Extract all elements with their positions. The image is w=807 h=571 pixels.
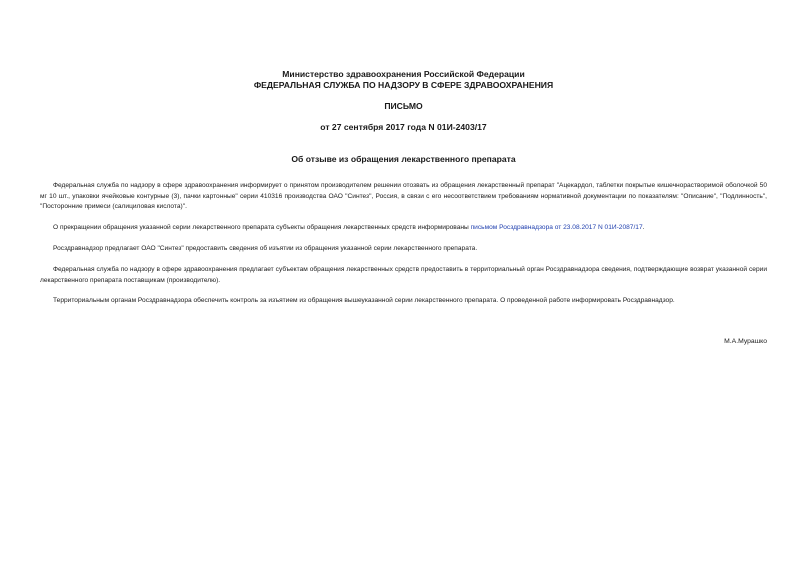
document-type: ПИСЬМО bbox=[384, 101, 423, 111]
paragraph-sintez-request: Росздравнадзор предлагает ОАО "Синтез" предоставить сведения об изъятии из обращения указанной серии лекарственного препарата. bbox=[53, 245, 478, 252]
prior-letter-link[interactable]: письмом Росздравнадзора от 23.08.2017 N 01И-2087/17 bbox=[470, 224, 643, 231]
document-subject: Об отзыве из обращения лекарственного препарата bbox=[291, 154, 516, 164]
document-date-number: от 27 сентября 2017 года N 01И-2403/17 bbox=[320, 122, 487, 132]
paragraph-prior-letter-text: О прекращении обращения указанной серии лекарственного препарата субъекты обращения лекарственных средств информированы bbox=[53, 224, 471, 231]
paragraph-prior-letter-end: . bbox=[642, 224, 645, 231]
paragraph-recall-notice: Федеральная служба по надзору в сфере здравоохранения информирует о принятом производителем решении отозвать из обращения лекарственный препарат "Ацекардол, таблетки покрытые кишечнорастворимой оболочкой 50 мг 10 шт., упаковки ячейковые контурные (3), пачки картонные" серии 410316 производства ОАО "Синтез", Россия, в связи с его несоответствием требованиям нормативной документации по показателям: "Описание", "Подлинность", "Посторонние примеси (салициловая кислота)". bbox=[40, 182, 767, 210]
paragraph-subjects-request: Федеральная служба по надзору в сфере здравоохранения предлагает субъектам обращения лекарственных средств предоставить в территориальный орган Росздравнадзора сведения, подтверждающие возврат указанной серии лекарственного препарата поставщикам (производителю). bbox=[40, 266, 767, 284]
ministry-name: Министерство здравоохранения Российской Федерации bbox=[282, 69, 525, 79]
service-name: ФЕДЕРАЛЬНАЯ СЛУЖБА ПО НАДЗОРУ В СФЕРЕ ЗДРАВООХРАНЕНИЯ bbox=[253, 80, 554, 90]
signature: М.А.Мурашко bbox=[724, 338, 767, 345]
paragraph-prior-letter bbox=[40, 223, 767, 234]
paragraph-territorial-control: Территориальным органам Росздравнадзора обеспечить контроль за изъятием из обращения вышеуказанной серии лекарственного препарата. О проведенной работе информировать Росздравнадзор. bbox=[53, 297, 675, 304]
